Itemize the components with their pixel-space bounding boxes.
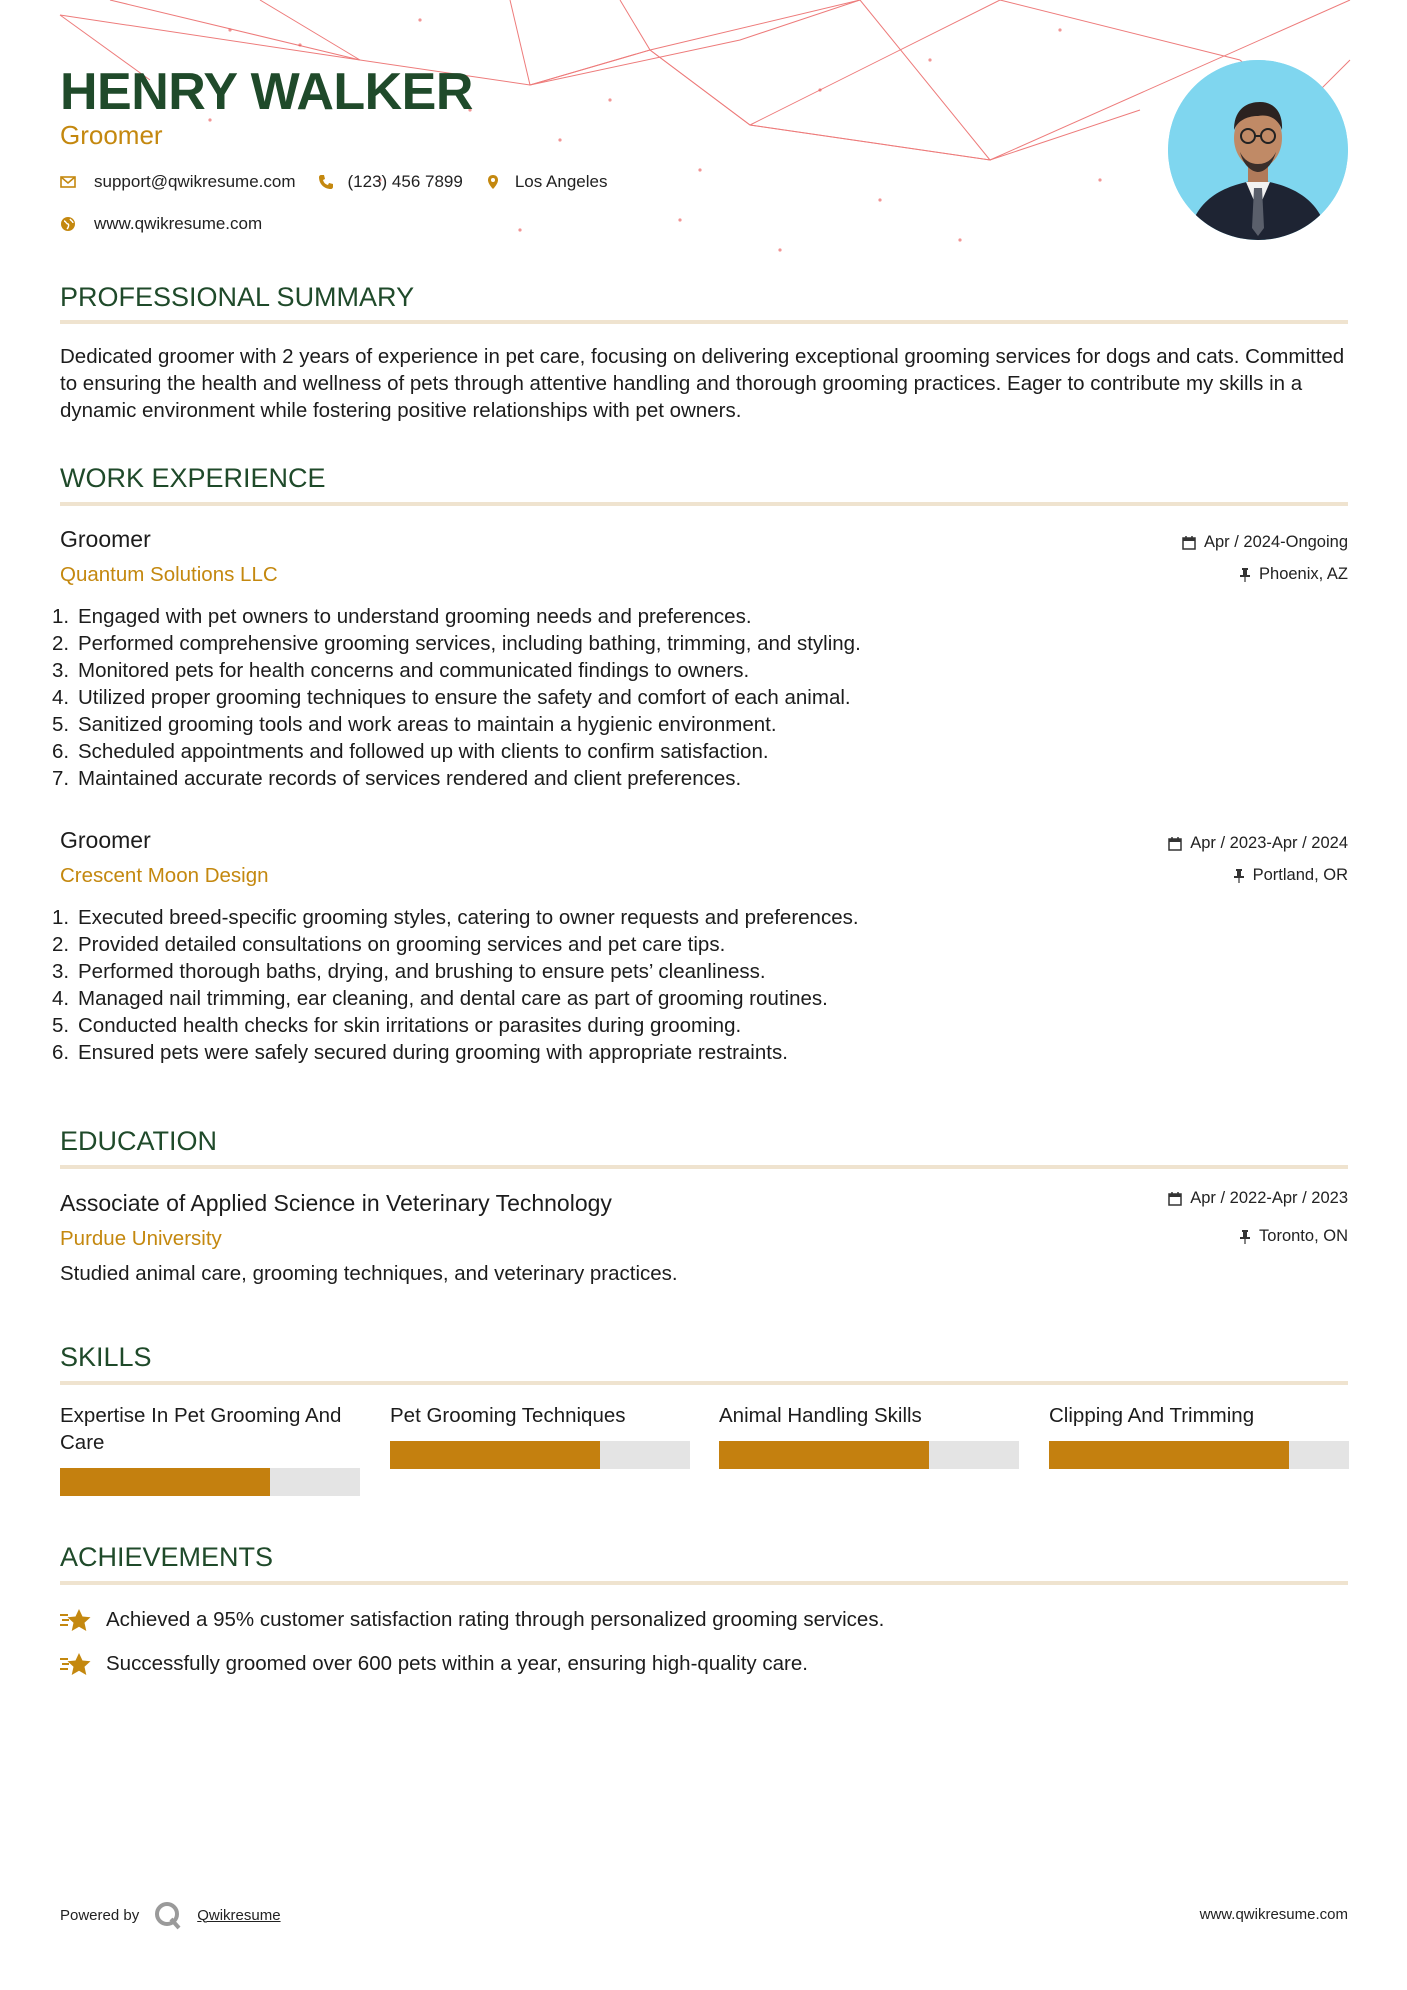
- candidate-title: Groomer: [60, 120, 163, 150]
- job-2-company: Crescent Moon Design: [60, 864, 269, 887]
- envelope-icon: [60, 174, 76, 190]
- list-item: 5. Sanitized grooming tools and work areas to maintain a hygienic environment.: [52, 713, 777, 736]
- calendar-icon: [1168, 1192, 1182, 1206]
- calendar-icon: [1168, 837, 1182, 851]
- skill-item: [390, 1402, 690, 1429]
- list-item: 2. Performed comprehensive grooming services, including bathing, trimming, and styling.: [52, 632, 861, 655]
- pushpin-icon: [1233, 869, 1245, 883]
- map-pin-icon: [485, 174, 501, 190]
- job-1-location: [1239, 565, 1348, 584]
- skill-level-bar: [60, 1468, 360, 1496]
- skill-level-fill: [1049, 1441, 1289, 1469]
- person-portrait-icon: [1168, 60, 1348, 240]
- education-dates-text: Apr / 2022-Apr / 2023: [1190, 1189, 1348, 1207]
- star-icon: [60, 1606, 92, 1634]
- calendar-icon: [1182, 536, 1196, 550]
- education-location: [1239, 1227, 1348, 1246]
- job-1-location-text: Phoenix, AZ: [1259, 565, 1348, 583]
- summary-text: Dedicated groomer with 2 years of experience in pet care, focusing on delivering exceptional grooming services for dogs and cats. Committed to ensuring the health and wellness of pets through attentive handling and thorough grooming practices. Eager to contribute my skills in a dynamic environment while fostering positive relationships with pet owners.: [60, 345, 1345, 422]
- list-item: 1. Executed breed-specific grooming styles, catering to owner requests and preferences.: [52, 906, 859, 929]
- education-dates: [1168, 1189, 1348, 1208]
- work-divider: [60, 502, 1348, 506]
- skill-label: Pet Grooming Techniques: [390, 1404, 626, 1427]
- education-heading: EDUCATION: [60, 1126, 218, 1156]
- website-text: www.qwikresume.com: [94, 214, 263, 233]
- list-item: 4. Managed nail trimming, ear cleaning, and dental care as part of grooming routines.: [52, 987, 828, 1010]
- list-item: 1. Engaged with pet owners to understand grooming needs and preferences.: [52, 605, 752, 628]
- degree-title: Associate of Applied Science in Veterinary Technology: [60, 1190, 612, 1216]
- list-item: 5. Conducted health checks for skin irritations or parasites during grooming.: [52, 1014, 742, 1037]
- school-name: Purdue University: [60, 1227, 222, 1250]
- list-item: 2. Provided detailed consultations on grooming services and pet care tips.: [52, 933, 726, 956]
- skill-item: [60, 1402, 360, 1456]
- location-text: Los Angeles: [514, 172, 608, 191]
- qwikresume-link[interactable]: Qwikresume: [197, 1906, 281, 1924]
- list-item: 6. Ensured pets were safely secured during grooming with appropriate restraints.: [52, 1041, 788, 1064]
- summary-heading: PROFESSIONAL SUMMARY: [60, 282, 415, 312]
- achievements-divider: [60, 1581, 1348, 1585]
- contact-email[interactable]: [60, 172, 296, 192]
- contact-row-secondary: [60, 214, 284, 234]
- job-2-title: Groomer: [60, 827, 151, 853]
- job-1-responsibilities: [52, 603, 1252, 792]
- job-2-location-text: Portland, OR: [1252, 866, 1348, 884]
- phone-icon: [318, 174, 334, 190]
- job-1-title: Groomer: [60, 526, 151, 552]
- skill-label: Animal Handling Skills: [719, 1404, 922, 1427]
- skill-item: [719, 1402, 1019, 1429]
- contact-row-primary: [60, 172, 629, 192]
- skill-label: Expertise In Pet Grooming And Care: [60, 1404, 342, 1454]
- skills-heading: SKILLS: [60, 1342, 152, 1372]
- contact-phone[interactable]: [318, 172, 463, 192]
- pushpin-icon: [1239, 1230, 1251, 1244]
- education-location-text: Toronto, ON: [1259, 1227, 1348, 1245]
- powered-by-label: Powered by: [60, 1906, 140, 1924]
- achievement-text: Achieved a 95% customer satisfaction rating through personalized grooming services.: [106, 1608, 885, 1631]
- job-1-dates-text: Apr / 2024-Ongoing: [1203, 533, 1348, 551]
- pushpin-icon: [1239, 568, 1251, 582]
- footer-website[interactable]: www.qwikresume.com: [1199, 1906, 1348, 1923]
- list-item: 6. Scheduled appointments and followed up with clients to confirm satisfaction.: [52, 740, 769, 763]
- education-description: Studied animal care, grooming techniques, and veterinary practices.: [60, 1262, 678, 1285]
- skill-level-bar: [1049, 1441, 1349, 1469]
- skill-level-fill: [390, 1441, 600, 1469]
- qwikresume-logo-icon: [153, 1900, 183, 1930]
- contact-website[interactable]: [60, 214, 262, 234]
- skills-divider: [60, 1381, 1348, 1385]
- job-2-dates: [1168, 834, 1348, 853]
- achievement-item: [60, 1650, 808, 1678]
- skill-level-bar: [719, 1441, 1019, 1469]
- list-item: 3. Performed thorough baths, drying, and brushing to ensure pets’ cleanliness.: [52, 960, 766, 983]
- list-item: 4. Utilized proper grooming techniques to ensure the safety and comfort of each animal.: [52, 686, 851, 709]
- globe-icon: [60, 216, 76, 232]
- email-text: support@qwikresume.com: [94, 172, 296, 191]
- summary-divider: [60, 320, 1348, 324]
- achievement-text: Successfully groomed over 600 pets within a year, ensuring high-quality care.: [106, 1652, 808, 1675]
- contact-location: [485, 172, 608, 192]
- skill-level-fill: [60, 1468, 270, 1496]
- skill-level-fill: [719, 1441, 929, 1469]
- job-2-location: [1233, 866, 1348, 885]
- job-1-company: Quantum Solutions LLC: [60, 563, 278, 586]
- job-1-dates: [1182, 533, 1348, 552]
- list-item: 7. Maintained accurate records of services rendered and client preferences.: [52, 767, 742, 790]
- star-icon: [60, 1650, 92, 1678]
- achievements-heading: ACHIEVEMENTS: [60, 1542, 274, 1572]
- achievement-item: [60, 1606, 884, 1634]
- footer-powered-by: [60, 1900, 281, 1930]
- phone-text: (123) 456 7899: [347, 172, 463, 191]
- profile-photo: [1168, 60, 1348, 240]
- work-heading: WORK EXPERIENCE: [60, 463, 326, 493]
- skill-level-bar: [390, 1441, 690, 1469]
- skill-label: Clipping And Trimming: [1049, 1404, 1255, 1427]
- job-2-responsibilities: [52, 904, 1252, 1066]
- skill-item: [1049, 1402, 1349, 1429]
- education-divider: [60, 1165, 1348, 1169]
- candidate-name: HENRY WALKER: [60, 63, 473, 121]
- list-item: 3. Monitored pets for health concerns and communicated findings to owners.: [52, 659, 750, 682]
- job-2-dates-text: Apr / 2023-Apr / 2024: [1190, 834, 1348, 852]
